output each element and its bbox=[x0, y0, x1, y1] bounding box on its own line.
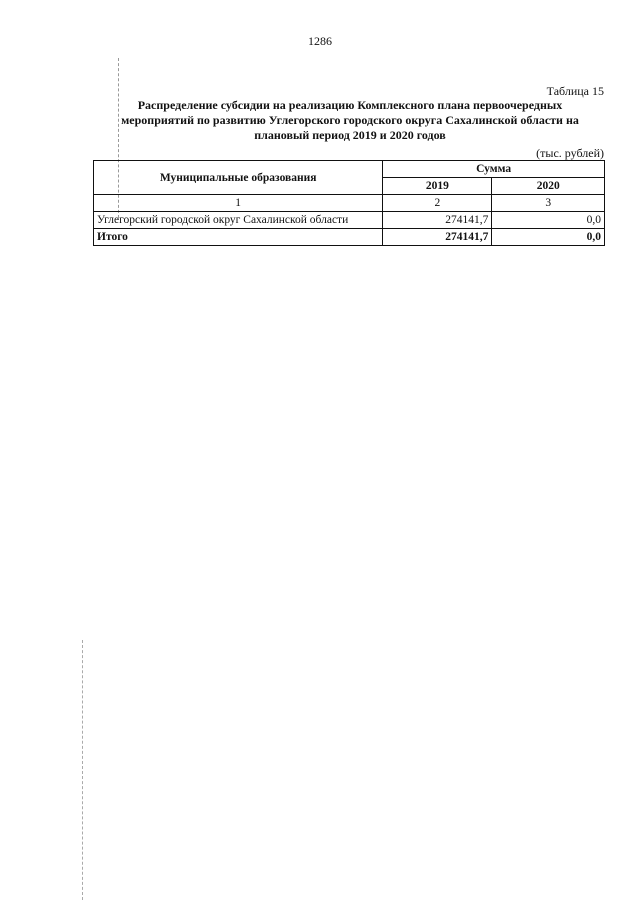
value-2020: 0,0 bbox=[492, 212, 605, 229]
column-number-1: 1 bbox=[94, 195, 383, 212]
municipality-name: Углегорский городской округ Сахалинской области bbox=[94, 212, 383, 229]
total-row bbox=[94, 229, 605, 246]
header-sum: Сумма bbox=[383, 161, 605, 178]
title-line-1: Распределение субсидии на реализацию Комплексного плана первоочередных bbox=[137, 98, 563, 112]
subsidy-table bbox=[93, 160, 605, 246]
header-year-2019: 2019 bbox=[383, 178, 492, 195]
title-line-2: мероприятий по развитию Углегорского городского округа Сахалинской области на bbox=[121, 113, 579, 127]
total-label: Итого bbox=[94, 229, 383, 246]
value-2019: 274141,7 bbox=[383, 212, 492, 229]
total-2019: 274141,7 bbox=[383, 229, 492, 246]
column-number-3: 3 bbox=[492, 195, 605, 212]
title-line-3: плановый период 2019 и 2020 годов bbox=[254, 128, 446, 142]
header-row-1 bbox=[94, 161, 605, 178]
header-municipal: Муниципальные образования bbox=[94, 161, 383, 195]
column-number-row bbox=[94, 195, 605, 212]
header-year-2020: 2020 bbox=[492, 178, 605, 195]
table-row bbox=[94, 212, 605, 229]
document-title bbox=[96, 98, 604, 143]
total-2020: 0,0 bbox=[492, 229, 605, 246]
table-label: Таблица 15 bbox=[546, 84, 604, 98]
column-number-2: 2 bbox=[383, 195, 492, 212]
margin-scan-line-lower bbox=[82, 640, 83, 900]
units-note: (тыс. рублей) bbox=[536, 146, 604, 160]
page-number: 1286 bbox=[308, 34, 332, 48]
